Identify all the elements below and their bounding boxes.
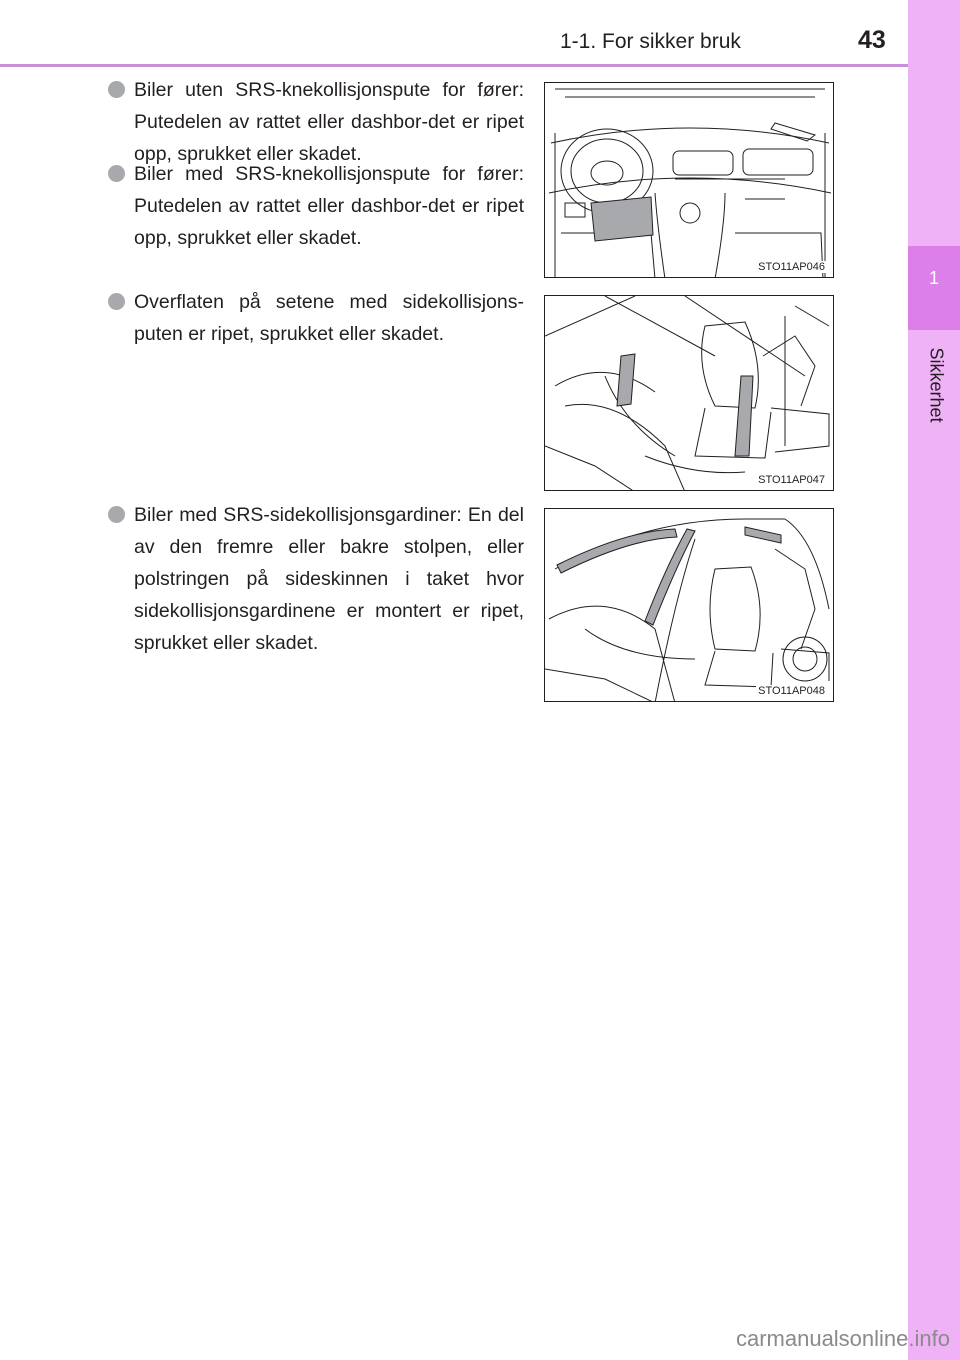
figure-seat [544,295,834,491]
bullet-icon [108,506,125,523]
item-text: Biler uten SRS-knekollisjonspute for fører: Putedelen av rattet eller dashbor-det er ripet opp, sprukket eller skadet. [134,79,524,165]
section-title: 1-1. For sikker bruk [560,30,741,53]
list-item [108,286,524,350]
curtain-airbag-illustration-icon [545,509,834,702]
figure-code: STO11AP046 [758,261,825,273]
seat-airbag-illustration-icon [545,296,834,491]
header-rule [0,64,908,67]
item-text: Biler med SRS-sidekollisjonsgardiner: En del av den fremre eller bakre stolpen, eller polstringen på sideskinnen i taket hvor sidekollisjonsgardinene er montert er ripet, sprukket eller skadet. [134,504,524,654]
bullet-icon [108,165,125,182]
watermark[interactable]: carmanualsonline.info [735,1326,950,1351]
dashboard-illustration-icon [545,83,834,278]
page-number: 43 [858,26,886,54]
item-text: Biler med SRS-knekollisjonspute for fører: Putedelen av rattet eller dashbor-det er ripet opp, sprukket eller skadet. [134,163,524,249]
figure-code: STO11AP048 [758,685,825,697]
side-strip [908,0,960,1360]
figure-curtain [544,508,834,702]
list-item [108,499,524,659]
list-item [108,74,524,170]
chapter-number: 1 [928,268,939,288]
figure-code: STO11AP047 [758,474,825,486]
chapter-name: Sikkerhet [926,347,947,423]
bullet-icon [108,293,125,310]
bullet-icon [108,81,125,98]
item-text: Overflaten på setene med sidekollisjons-puten er ripet, sprukket eller skadet. [134,291,524,345]
list-item [108,158,524,254]
figure-dashboard [544,82,834,278]
